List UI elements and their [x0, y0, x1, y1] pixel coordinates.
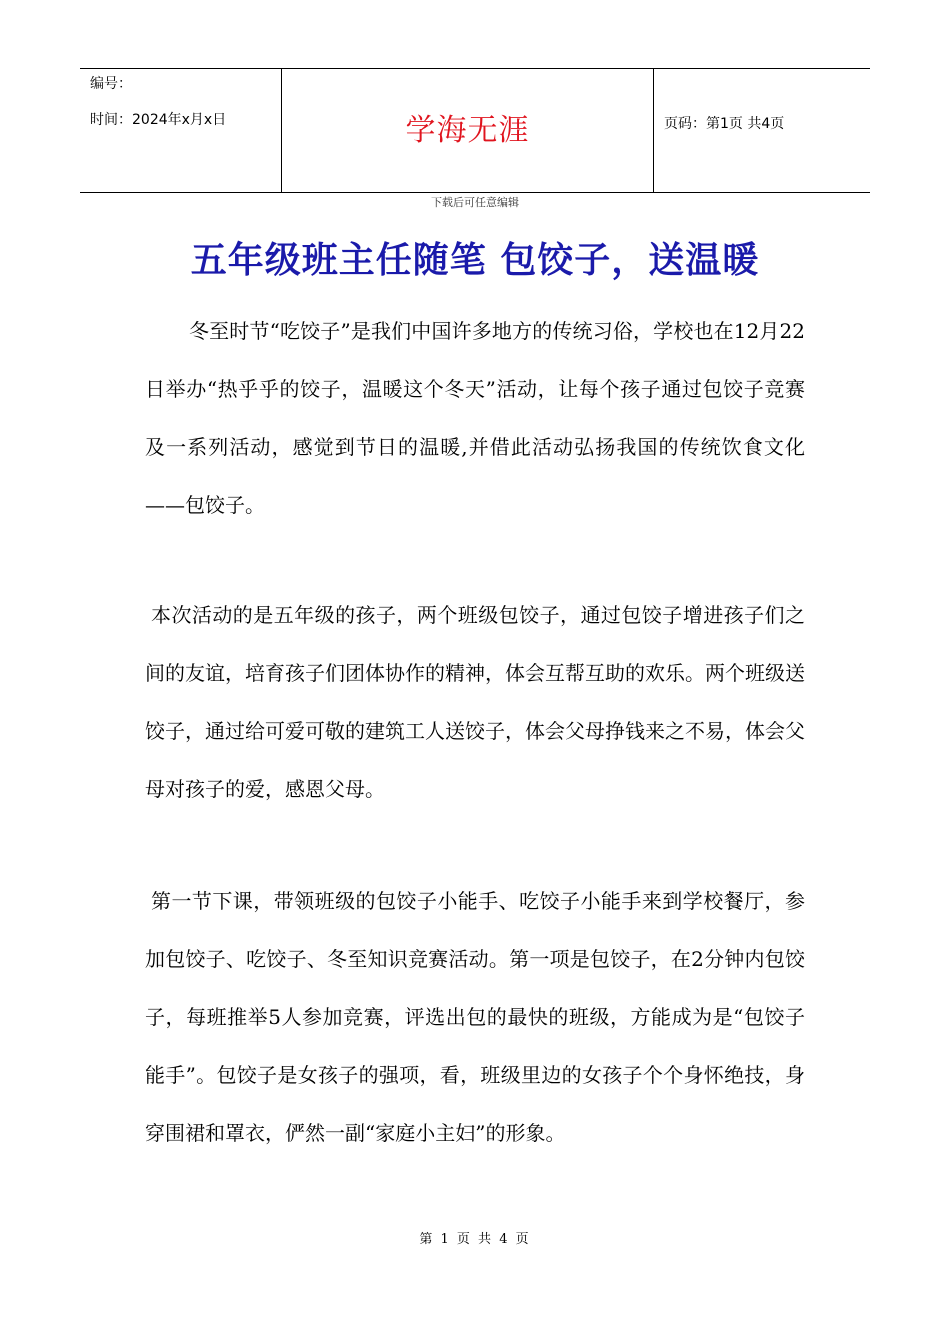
page-footer: 第 1 页 共 4 页	[419, 1232, 531, 1247]
header-left-cell	[80, 69, 281, 192]
paragraph-3: 第一节下课，带领班级的包饺子小能手、吃饺子小能手来到学校餐厅，参加包饺子、吃饺子、冬至知识竞赛活动。第一项是包饺子，在2分钟内包饺子，每班推举5人参加竞赛，评选出包的最快的班级，方能成为是“包饺子能手”。包饺子是女孩子的强项，看，班级里边的女孩子个个身怀绝技，身穿围裙和罩衣，俨然一副“家庭小主妇”的形象。	[145, 889, 805, 1145]
paragraph-2: 本次活动的是五年级的孩子，两个班级包饺子，通过包饺子增进孩子们之间的友谊，培育孩子们团体协作的精神，体会互帮互助的欢乐。两个班级送饺子，通过给可爱可敬的建筑工人送饺子，体会父母挣钱来之不易，体会父母对孩子的爱，感恩父母。	[145, 603, 805, 801]
header-table	[80, 68, 870, 193]
brand-title: 学海无涯	[405, 113, 530, 148]
document-number-label: 编号：	[90, 76, 132, 92]
header-right-cell	[654, 69, 870, 192]
edit-note: 下载后可任意编辑	[431, 196, 519, 209]
page-count-label: 页码：第1页 共4页	[664, 116, 785, 132]
paragraph-1: 冬至时节“吃饺子”是我们中国许多地方的传统习俗，学校也在12月22日举办“热乎乎的饺子，温暖这个冬天”活动，让每个孩子通过包饺子竞赛及一系列活动，感觉到节日的温暖,并借此活动弘扬我国的传统饮食文化——包饺子。	[145, 319, 805, 517]
document-time-label: 时间：2024年x月x日	[90, 112, 227, 128]
header-middle-cell	[281, 69, 654, 192]
page-title: 五年级班主任随笔 包饺子，送温暖	[190, 239, 760, 281]
